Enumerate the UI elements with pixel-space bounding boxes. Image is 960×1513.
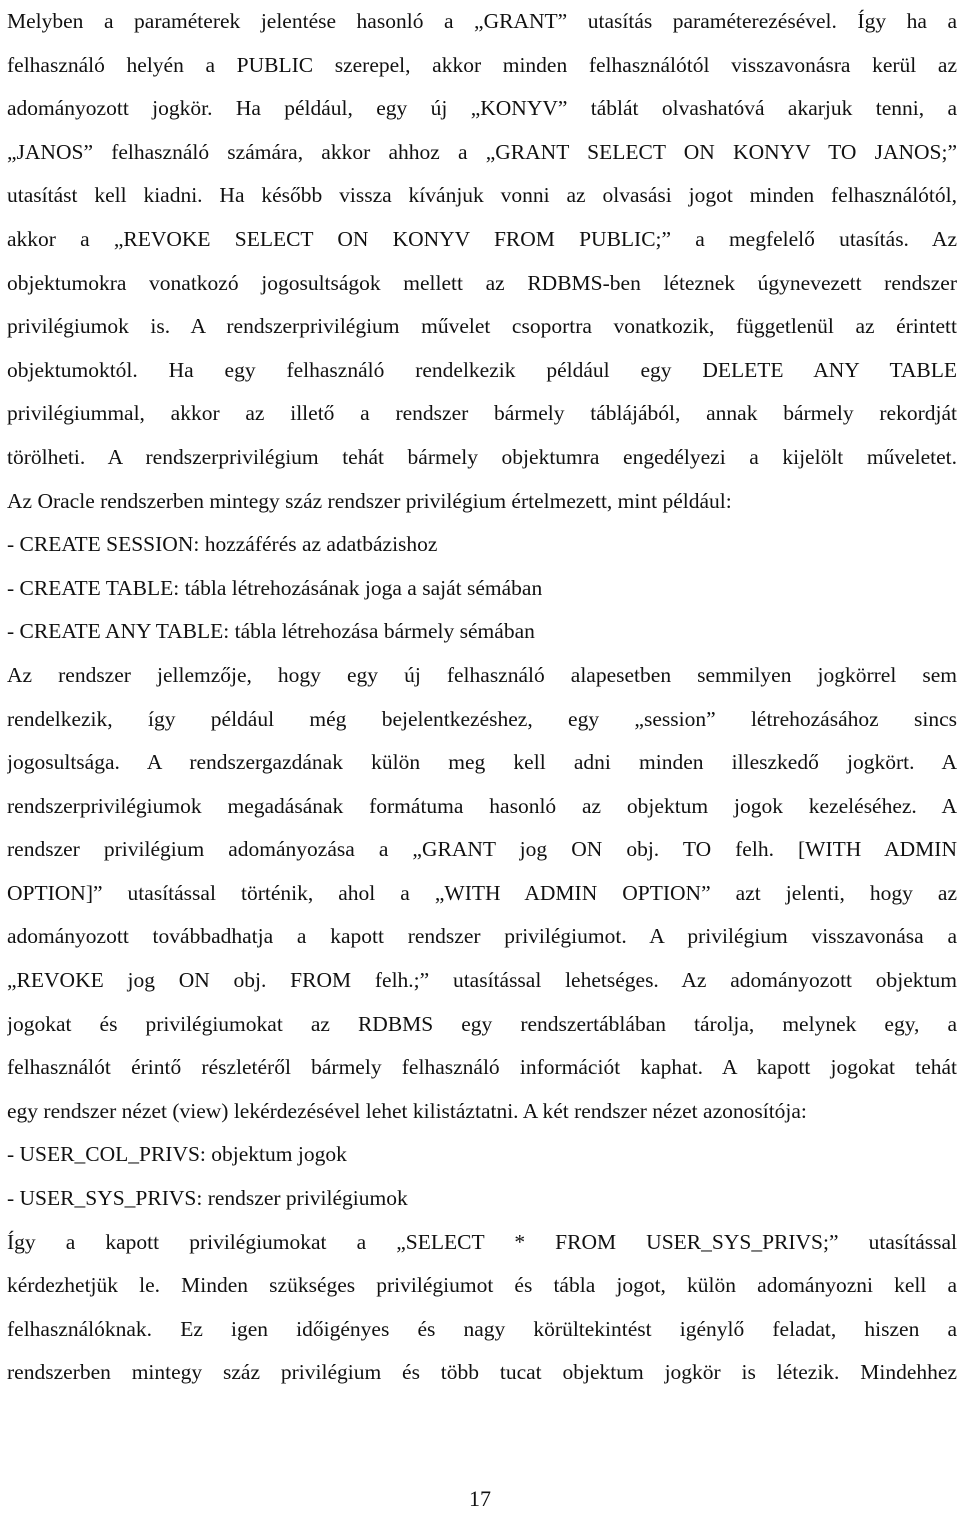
text-line: - CREATE SESSION: hozzáférés az adatbázishoz <box>7 532 438 557</box>
text-line: egy rendszer nézet (view) lekérdezésével lehet kilistáztatni. A két rendszer nézet azonosítója: <box>7 1098 807 1123</box>
text-line: Az Oracle rendszerben mintegy száz rendszer privilégium értelmezett, mint például: <box>7 488 732 513</box>
text-line: - USER_SYS_PRIVS: rendszer privilégiumok <box>7 1186 408 1211</box>
text-line: objektumoktól. Ha egy felhasználó rendelkezik például egy DELETE ANY TABLE <box>7 357 957 382</box>
text-line: felhasználóknak. Ez igen időigényes és nagy körültekintést igénylő feladat, hiszen a <box>7 1316 957 1341</box>
text-line: objektumokra vonatkozó jogosultságok mellett az RDBMS-ben léteznek úgynevezett rendszer <box>7 270 957 295</box>
text-line: privilégiummal, akkor az illető a rendszer bármely táblájából, annak bármely rekordját <box>7 401 957 426</box>
text-line: Így a kapott privilégiumokat a „SELECT * FROM USER_SYS_PRIVS;” utasítással <box>7 1229 957 1254</box>
text-line: törölheti. A rendszerprivilégium tehát bármely objektumra engedélyezi a kijelölt műveletet. <box>7 444 957 469</box>
text-line: rendszerprivilégiumok megadásának formátuma hasonló az objektum jogok kezeléséhez. A <box>7 793 957 818</box>
text-line: Az rendszer jellemzője, hogy egy új felhasználó alapesetben semmilyen jogkörrel sem <box>7 662 957 687</box>
text-line: „JANOS” felhasználó számára, akkor ahhoz a „GRANT SELECT ON KONYV TO JANOS;” <box>7 139 957 164</box>
text-line: privilégiumok is. A rendszerprivilégium művelet csoportra vonatkozik, függetlenül az érintett <box>7 314 957 339</box>
document-page <box>7 0 957 1395</box>
text-line: kérdezhetjük le. Minden szükséges privilégiumot és tábla jogot, külön adományozni kell a <box>7 1273 957 1298</box>
page-number: 17 <box>469 1486 491 1511</box>
text-line: rendszerben mintegy száz privilégium és több tucat objektum jogkör is létezik. Mindehhez <box>7 1360 957 1385</box>
text-line: jogokat és privilégiumokat az RDBMS egy rendszertáblában tárolja, melynek egy, a <box>7 1011 957 1036</box>
text-line: „REVOKE jog ON obj. FROM felh.;” utasítással lehetséges. Az adományozott objektum <box>7 968 957 993</box>
text-line: jogosultsága. A rendszergazdának külön meg kell adni minden illeszkedő jogkört. A <box>7 750 957 775</box>
text-line: adományozott jogkör. Ha például, egy új „KONYV” táblát olvashatóvá akarjuk tenni, a <box>7 96 957 121</box>
text-line: rendelkezik, így például még bejelentkezéshez, egy „session” létrehozásához sincs <box>7 706 957 731</box>
text-line: - CREATE ANY TABLE: tábla létrehozása bármely sémában <box>7 619 535 644</box>
text-line: rendszer privilégium adományozása a „GRANT jog ON obj. TO felh. [WITH ADMIN <box>7 837 957 862</box>
text-line: - CREATE TABLE: tábla létrehozásának joga a saját sémában <box>7 575 543 600</box>
text-line: - USER_COL_PRIVS: objektum jogok <box>7 1142 347 1167</box>
text-line: felhasználót érintő részletéről bármely felhasználó információt kaphat. A kapott jogokat tehát <box>7 1055 957 1080</box>
text-line: utasítást kell kiadni. Ha később vissza kívánjuk vonni az olvasási jogot minden felhasználótól, <box>7 183 957 208</box>
text-line: akkor a „REVOKE SELECT ON KONYV FROM PUBLIC;” a megfelelő utasítás. Az <box>7 226 957 251</box>
text-line: OPTION]” utasítással történik, ahol a „WITH ADMIN OPTION” azt jelenti, hogy az <box>7 880 957 905</box>
text-line: Melyben a paraméterek jelentése hasonló a „GRANT” utasítás paraméterezésével. Így ha a <box>7 9 957 33</box>
text-line: felhasználó helyén a PUBLIC szerepel, akkor minden felhasználótól visszavonásra kerül az <box>7 52 957 77</box>
text-line: adományozott továbbadhatja a kapott rendszer privilégiumot. A privilégium visszavonása a <box>7 924 957 949</box>
